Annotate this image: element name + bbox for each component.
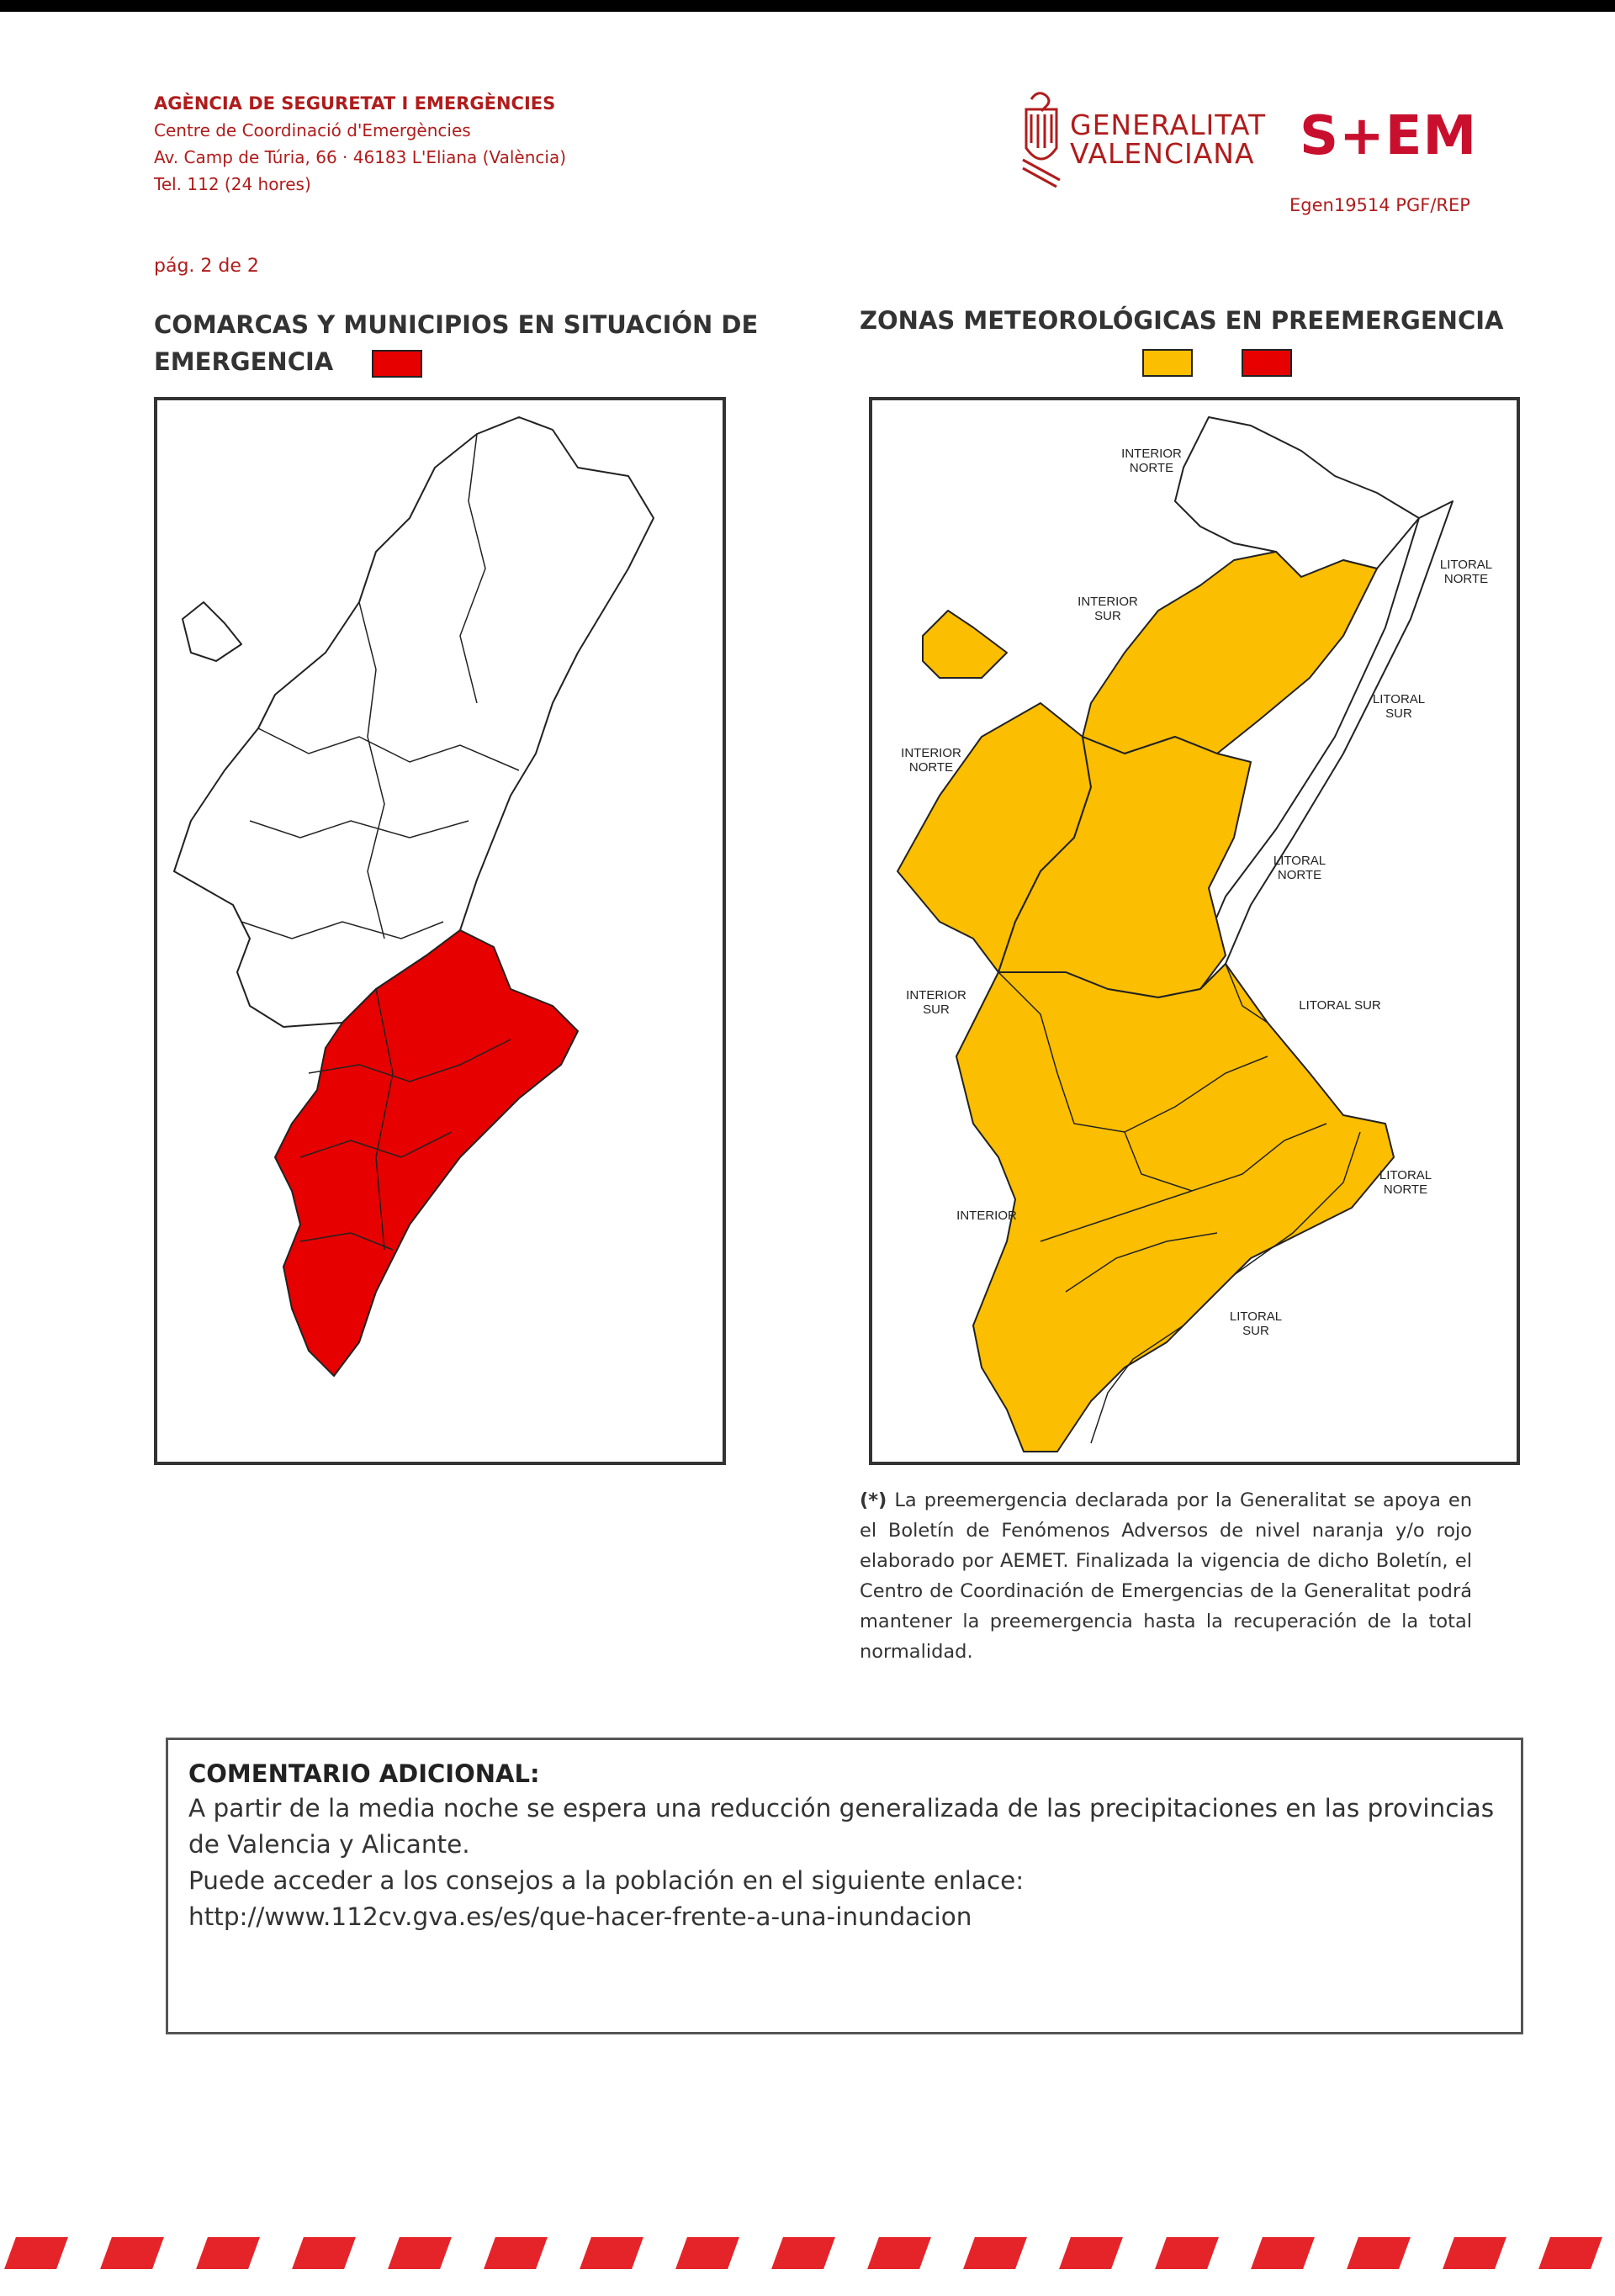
zone-label-litoral-sur: LITORAL SUR [1372,692,1426,721]
zone-label-litoral-norte: LITORAL NORTE [1439,558,1493,586]
comment-paragraph: Puede acceder a los consejos a la población en el siguiente enlace: [188,1866,1025,1895]
preemergency-map-drawing [872,400,1517,1462]
zone-interior-norte-top [1175,417,1419,577]
comment-heading: COMENTARIO ADICIONAL: [188,1759,540,1788]
footer-stripes [0,2229,1615,2279]
zone-south [956,964,1394,1452]
page-number: pág. 2 de 2 [154,256,259,277]
zone-label-interior-sur: INTERIOR SUR [1078,595,1138,623]
preemergency-red-swatch [1242,349,1292,377]
left-map-title [154,306,760,380]
agency-name: AGÈNCIA DE SEGURETAT I EMERGÈNCIES [154,93,556,114]
preemergency-map [869,397,1520,1465]
top-border [0,0,1615,12]
agency-phone: Tel. 112 (24 hores) [154,174,311,194]
zone-interior-sur-north [1083,552,1377,754]
additional-comment-box [166,1738,1523,2034]
zone-label-interior: INTERIOR [956,1209,1017,1223]
comment-link[interactable]: http://www.112cv.gva.es/es/que-hacer-frente-a-una-inundacion [188,1902,972,1931]
zone-label-litoral-norte: LITORAL NORTE [1379,1168,1432,1197]
preemergency-orange-swatch [1142,349,1193,377]
zone-label-litoral-norte: LITORAL NORTE [1273,854,1326,882]
document-reference: Egen19514 PGF/REP [1289,195,1470,215]
emergency-map-drawing [157,400,723,1462]
comment-paragraph: A partir de la media noche se espera una reducción generalizada de las precipitaciones en las provincias de Valencia y Alicante. [188,1794,1495,1859]
zone-label-interior-sur: INTERIOR SUR [906,988,966,1017]
zone-label-litoral-sur: LITORAL SUR [1299,998,1381,1013]
gv-line2: VALENCIANA [1070,137,1255,170]
preemergency-note [860,1485,1472,1667]
zone-label-litoral-sur: LITORAL SUR [1229,1309,1283,1338]
right-map-title [860,306,1503,377]
agency-address-line: Centre de Coordinació d'Emergències [154,120,471,140]
emergency-legend-swatch [372,350,422,378]
gv-line1: GENERALITAT [1070,108,1267,141]
zone-islet [923,611,1007,678]
right-title-text: ZONAS METEOROLÓGICAS EN PREEMERGENCIA [860,306,1504,335]
agency-address-line: Av. Camp de Túria, 66 · 46183 L'Eliana (València) [154,147,566,167]
sem-logo: S+EM [1300,105,1478,167]
zone-label-interior-norte: INTERIOR NORTE [1121,447,1182,475]
generalitat-logo-text [1070,108,1267,170]
note-mark: (*) [860,1489,887,1511]
agency-header [154,90,566,198]
zone-label-interior-norte: INTERIOR NORTE [901,746,961,775]
left-title-text: COMARCAS Y MUNICIPIOS EN SITUACIÓN DE EMERGENCIA [154,310,759,376]
emergency-map [154,397,726,1465]
note-text: La preemergencia declarada por la Generalitat se apoya en el Boletín de Fenómenos Adversos de nivel naranja y/o rojo elaborado por AEMET. Finalizada la vigencia de dicho Boletín, el Centro de Coordinación de Emergencias de la Generalitat podrá mantener la preemergencia hasta la recuperación de la total normalidad. [860,1489,1472,1663]
region-islet [183,602,241,661]
region-north [174,417,654,1027]
